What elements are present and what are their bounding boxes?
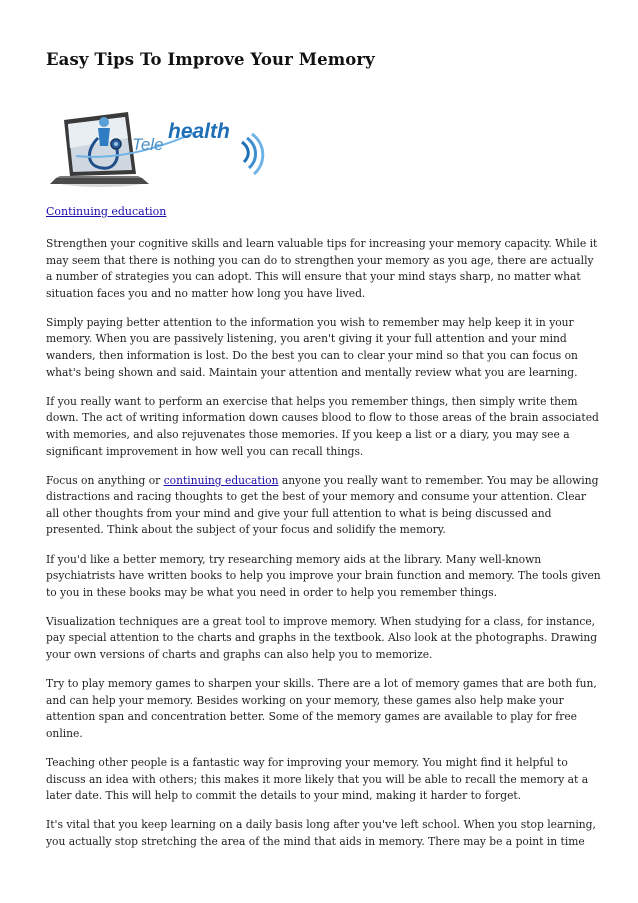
logo-health-text: health xyxy=(168,120,230,143)
page-title: Easy Tips To Improve Your Memory xyxy=(46,50,375,69)
paragraph: Simply paying better attention to the information you wish to remember may help keep it in your memory. When you are passively listening, you aren't giving it your full attention and your mind wanders, then information is lost. Do the best you can to clear your mind so that you can focus on what's being shown and said. Maintain your attention and mentally review what you are learning. xyxy=(46,315,578,379)
logo-tele-text: Tele xyxy=(132,135,164,154)
paragraph-with-link xyxy=(46,473,602,539)
paragraph: Strengthen your cognitive skills and learn valuable tips for increasing your memory capacity. While it may seem that there is nothing you can do to strengthen your memory as you age, there are actually a number of strategies you can adopt. This will ensure that your mind stays sharp, no matter what situation faces you and no matter how long you have lived. xyxy=(46,237,598,300)
paragraph: Try to play memory games to sharpen your skills. There are a lot of memory games that are both fun, and can help your memory. Besides working on your memory, these games also help make your attention span and concentration better. Some of the memory games are available to play for free online. xyxy=(46,677,597,740)
paragraph: If you'd like a better memory, try researching memory aids at the library. Many well-known psychiatrists have written books to help you improve your brain function and memory. The tools given to you in these books may be what you need in order to help you remember things. xyxy=(46,552,601,599)
paragraph: Teaching other people is a fantastic way for improving your memory. You might find it helpful to discuss an idea with others; this makes it more likely that you will be able to recall the memory at a later date. This will help to commit the details to your mind, making it harder to forget. xyxy=(46,755,589,803)
paragraph-text: anyone you really want to remember. You may be allowing distractions and racing thoughts to get the best of your memory and consume your attention. Clear all other thoughts from your mind and give your full attention to what is being discussed and presented. Think about the subject of your focus and solidify the memory. xyxy=(46,473,599,537)
continuing-education-inline-link[interactable]: continuing education xyxy=(163,473,279,487)
article-body xyxy=(46,236,602,863)
paragraph-text: Focus on anything or xyxy=(46,473,164,487)
paragraph: Visualization techniques are a great tool to improve memory. When studying for a class, for instance, pay special attention to the charts and graphs in the textbook. Also look at the photographs. Drawing your own versions of charts and graphs can also help you to memorize. xyxy=(46,614,598,661)
paragraph: If you really want to perform an exercise that helps you remember things, then simply write them down. The act of writing information down causes blood to flow to those areas of the brain associated with memories, and also rejuvenates those memories. If you keep a list or a diary, you may see a significant improvement in how well you can recall things. xyxy=(46,394,599,458)
telehealth-logo xyxy=(46,98,276,198)
continuing-education-link[interactable]: Continuing education xyxy=(46,205,167,218)
paragraph: It's vital that you keep learning on a daily basis long after you've left school. When you stop learning, you actually stop stretching the area of the mind that aids in memory. There may be a point in time xyxy=(46,818,596,848)
